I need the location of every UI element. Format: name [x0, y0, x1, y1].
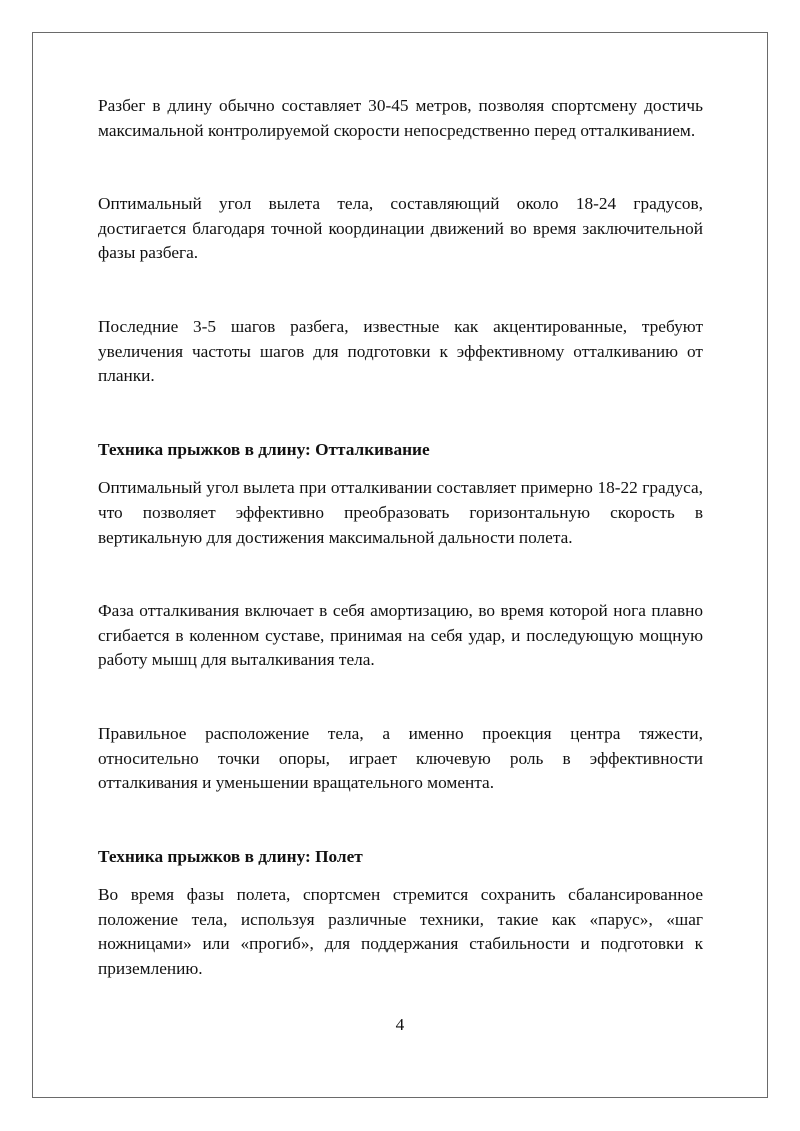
- section-heading-takeoff: Техника прыжков в длину: Отталкивание: [98, 439, 430, 459]
- paragraph-takeoff-angle: Оптимальный угол вылета тела, составляющий около 18-24 градусов, достигается благодаря точной координации движений во время заключительной фазы разбега.: [98, 194, 703, 263]
- paragraph-run-up-distance: Разбег в длину обычно составляет 30-45 метров, позволяя спортсмену достичь максимальной контролируемой скорости непосредственно перед отталкиванием.: [98, 96, 703, 140]
- paragraph-final-steps: Последние 3-5 шагов разбега, известные как акцентированные, требуют увеличения частоты шагов для подготовки к эффективному отталкиванию от планки.: [98, 316, 703, 386]
- page-number: 4: [395, 1015, 405, 1034]
- document-body: [98, 94, 703, 982]
- paragraph-flight-phase: Во время фазы полета, спортсмен стремится сохранить сбалансированное положение тела, используя различные техники, такие как «парус», «шаг ножницами» или «прогиб», для поддержания стабильности и подготовки к приземлению.: [98, 885, 703, 979]
- paragraph-body-position: Правильное расположение тела, а именно проекция центра тяжести, относительно точки опоры, играет ключевую роль в эффективности отталкивания и уменьшении вращательного момента.: [98, 723, 703, 793]
- section-heading-flight: Техника прыжков в длину: Полет: [98, 846, 363, 866]
- paragraph-takeoff-optimal-angle: Оптимальный угол вылета при отталкивании составляет примерно 18-22 градуса, что позволяет эффективно преобразовать горизонтальную скорость в вертикальную для достижения максимальной дальности полета.: [98, 478, 703, 547]
- paragraph-takeoff-phase: Фаза отталкивания включает в себя амортизацию, во время которой нога плавно сгибается в коленном суставе, принимая на себя удар, и последующую мощную работу мышц для выталкивания тела.: [98, 601, 703, 670]
